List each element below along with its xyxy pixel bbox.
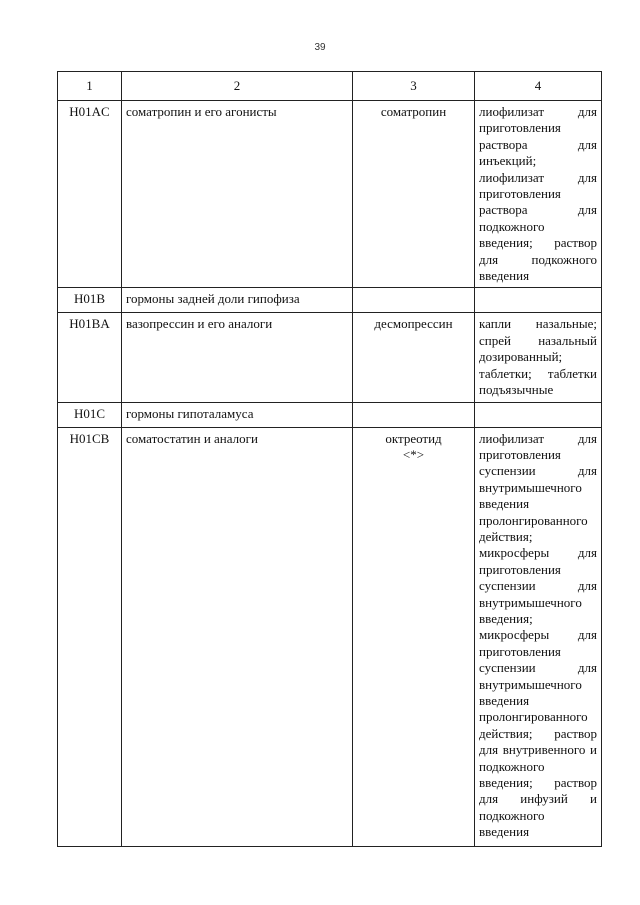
drug-name: октреотид (385, 430, 442, 446)
page-number: 39 (314, 42, 326, 53)
table-row (58, 288, 602, 313)
group-name-cell: вазопрессин и его аналоги (122, 313, 353, 402)
dosage-forms-cell: капли назальные; спрей назальный дозированный; таблетки; таблетки подъязычные (475, 313, 602, 402)
atc-code-cell: H01B (58, 288, 122, 313)
dosage-forms-cell: лиофилизат для приготовления раствора для инъекций; лиофилизат для приготовления раствора для подкожного введения; раствор для подкожного введения (475, 101, 602, 288)
dosage-forms-cell: лиофилизат для приготовления суспензии для внутримышечного введения пролонгированного действия; микросферы для приготовления суспензии для внутримышечного введения; микросферы для приготовления суспензии для внутримышечного введения пролонгированного действия; раствор для внутривенного и подкожного введения; раствор для инфузий и подкожного введения (475, 427, 602, 846)
drug-name-cell (353, 427, 475, 846)
column-header-3: 3 (353, 72, 475, 101)
atc-code-cell: H01BA (58, 313, 122, 402)
table-row (58, 101, 602, 288)
column-header-4: 4 (475, 72, 602, 101)
group-name-cell: гормоны гипоталамуса (122, 402, 353, 427)
header-row (58, 72, 602, 101)
drug-name-cell (353, 101, 475, 288)
drug-name-cell (353, 288, 475, 313)
group-name-cell: соматропин и его агонисты (122, 101, 353, 288)
group-name-cell: соматостатин и аналоги (122, 427, 353, 846)
table-row (58, 427, 602, 846)
dosage-forms-cell (475, 402, 602, 427)
column-header-2: 2 (122, 72, 353, 101)
drug-note-marker: <*> (402, 446, 425, 462)
table-row (58, 313, 602, 402)
atc-code-cell: H01CB (58, 427, 122, 846)
dosage-forms-cell (475, 288, 602, 313)
atc-code-cell: H01C (58, 402, 122, 427)
group-name-cell: гормоны задней доли гипофиза (122, 288, 353, 313)
drug-table (57, 71, 602, 847)
drug-name-cell (353, 313, 475, 402)
table-row (58, 402, 602, 427)
drug-name: соматропин (380, 104, 447, 119)
atc-code-cell: H01AC (58, 101, 122, 288)
drug-name-cell (353, 402, 475, 427)
drug-name: десмопрессин (374, 316, 453, 332)
column-header-1: 1 (58, 72, 122, 101)
